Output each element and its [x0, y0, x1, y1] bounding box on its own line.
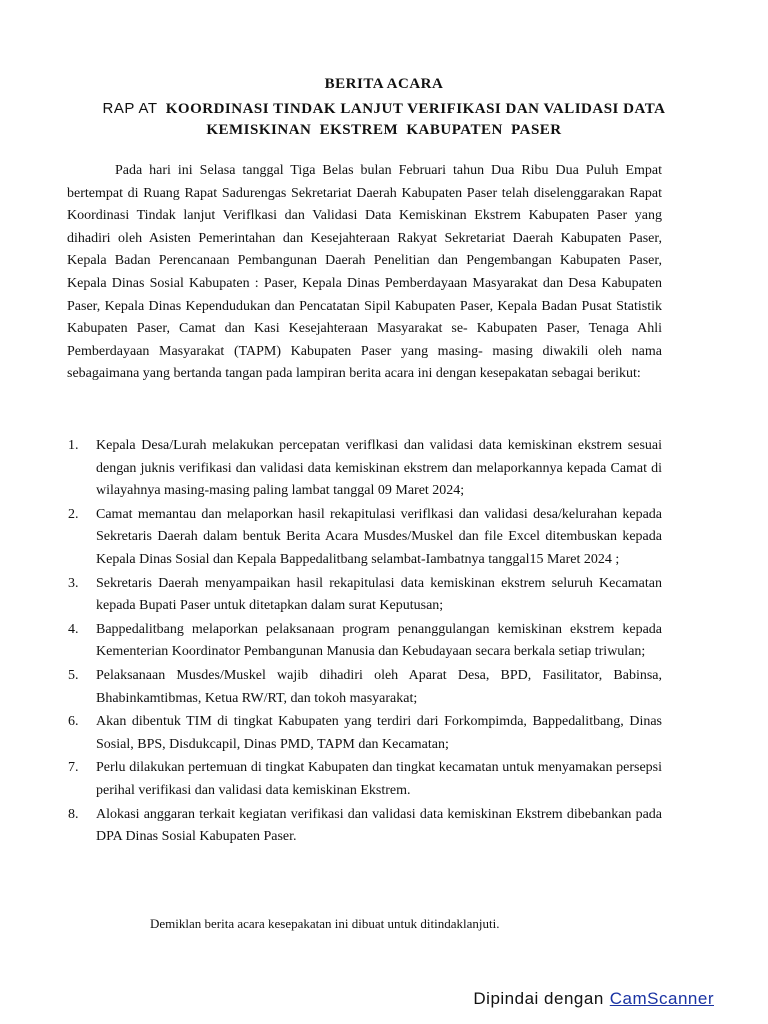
- item-text: Akan dibentuk TIM di tingkat Kabupaten yang terdiri dari Forkompimda, Bappedalitbang, Dinas Sosial, BPS, Disdukcapil, Dinas PMD, TAPM dan Kecamatan;: [96, 714, 662, 752]
- agreement-item: [67, 619, 662, 664]
- agreement-item: [67, 804, 662, 849]
- item-number: 7.: [68, 760, 79, 776]
- item-text: Alokasi anggaran terkait kegiatan verifikasi dan validasi data kemiskinan Ekstrem dibebankan pada DPA Dinas Sosial Kabupaten Paser.: [96, 806, 662, 845]
- closing-statement: Demiklan berita acara kesepakatan ini dibuat untuk ditindaklanjuti.: [150, 916, 500, 931]
- subtitle-prefix: RAP AT: [102, 100, 158, 117]
- agreement-item: [67, 757, 662, 802]
- scanner-watermark: [473, 989, 714, 1009]
- watermark-prefix: Dipindai dengan: [473, 989, 604, 1008]
- item-number: 1.: [68, 438, 79, 453]
- document-title: BERITA ACARA: [324, 76, 444, 92]
- item-number: 3.: [68, 575, 79, 591]
- item-text: Camat memantau dan melaporkan hasil rekapitulasi veriflkasi dan validasi desa/kelurahan kepada Sekretaris Daerah dalam bentuk Berita Acara Musdes/Muskel dan file Excel ditembuskan kepada Kepala Dinas Sosial dan Kepala Bappedalitbang selambat-Iambatnya tanggal15 Maret 2024 ;: [96, 506, 662, 567]
- item-number: 6.: [68, 714, 79, 730]
- item-text: Bappedalitbang melaporkan pelaksanaan program penanggulangan kemiskinan ekstrem kepada Kementerian Koordinator Pembangunan Manusia dan Kebudayaan secara berkala setiap triwulan;: [96, 621, 662, 660]
- camscanner-link[interactable]: CamScanner: [609, 989, 714, 1008]
- agreement-list: [67, 435, 662, 850]
- agreement-item: [67, 573, 662, 618]
- agreement-item: [67, 435, 662, 503]
- item-text: Perlu dilakukan pertemuan di tingkat Kabupaten dan tingkat kecamatan untuk menyamakan persepsi perihal verifikasi dan validasi data kemiskinan Ekstrem.: [96, 760, 662, 798]
- item-text: Kepala Desa/Lurah melakukan percepatan veriflkasi dan validasi data kemiskinan ekstrem sesuai dengan juknis verifikasi dan validasi data kemiskinan ekstrem dan melaporkannya kepada Camat di wilayahnya masing-masing paling lambat tanggal 09 Maret 2024;: [96, 438, 662, 499]
- item-text: Pelaksanaan Musdes/Muskel wajib dihadiri oleh Aparat Desa, BPD, Fasilitator, Babinsa, Bhabinkamtibmas, Ketua RW/RT, dan tokoh masyarakat;: [96, 667, 662, 706]
- item-number: 2.: [68, 506, 79, 522]
- agreement-item: [67, 504, 662, 572]
- item-number: 8.: [68, 806, 79, 822]
- agreement-item: [67, 665, 662, 710]
- item-text: Sekretaris Daerah menyampaikan hasil rekapitulasi data kemiskinan ekstrem seluruh Kecamatan kepada Bupati Paser untuk ditetapkan dalam surat Keputusan;: [96, 575, 662, 614]
- document-subtitle-line1: [0, 100, 768, 118]
- document-subtitle-line2: KEMISKINAN EKSTREM KABUPATEN PASER: [206, 122, 562, 138]
- item-number: 4.: [68, 621, 79, 637]
- item-number: 5.: [68, 667, 79, 683]
- intro-paragraph: Pada hari ini Selasa tanggal Tiga Belas bulan Februari tahun Dua Ribu Dua Puluh Empat bertempat di Ruang Rapat Sadurengas Sekretariat Daerah Kabupaten Paser telah diselenggarakan Rapat Koordinasi Tindak lanjut Veriflkasi dan Validasi Data Kemiskinan Ekstrem Kabupaten Paser yang dihadiri oleh Asisten Pemerintahan dan Kesejahteraan Rakyat Sekretariat Daerah Kabupaten Paser, Kepala Badan Perencanaan Pembangunan Daerah Penelitian dan Pengembangan Kabupaten Paser, Kepala Dinas Sosial Kabupaten : Paser, Kepala Dinas Pemberdayaan Masyarakat dan Desa Kabupaten Paser, Kepala Dinas Kependudukan dan Pencatatan Sipil Kabupaten Paser, Kepala Badan Pusat Statistik Kabupaten Paser, Camat dan Kasi Kesejahteraan Masyarakat se- Kabupaten Paser, Tenaga Ahli Pemberdayaan Masyarakat (TAPM) Kabupaten Paser yang masing- masing diwakili oleh nama sebagaimana yang bertanda tangan pada lampiran berita acara ini dengan kesepakatan sebagai berikut:: [67, 163, 662, 382]
- agreement-item: [67, 711, 662, 756]
- subtitle-text: KOORDINASI TINDAK LANJUT VERIFIKASI DAN VALIDASI DATA: [165, 101, 666, 117]
